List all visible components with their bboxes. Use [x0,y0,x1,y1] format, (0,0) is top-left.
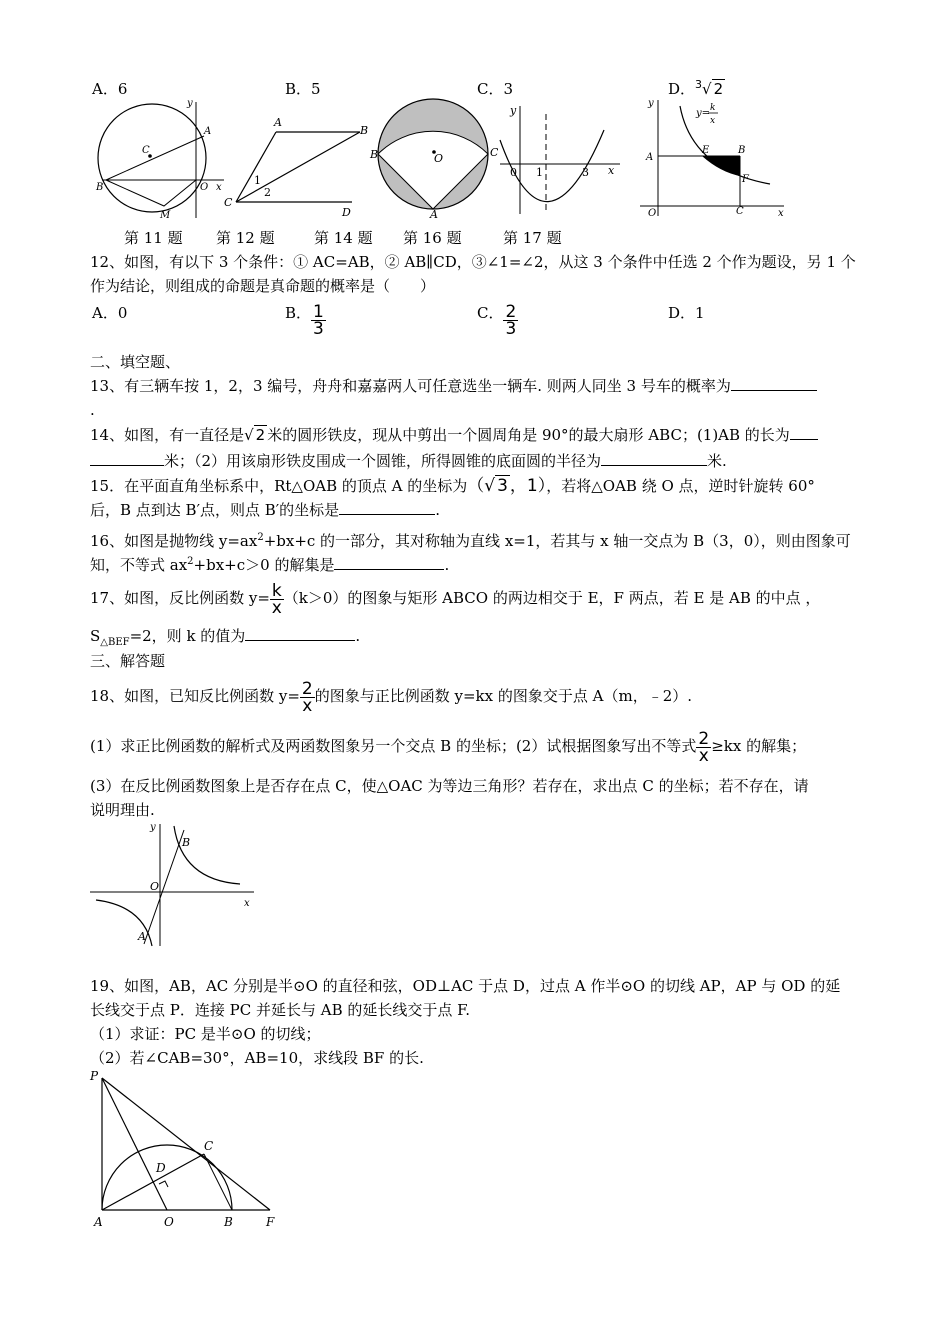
q19-part-1: （1）求证：PC 是半⊙O 的切线； [90,1025,321,1043]
q17-numerator: k [271,580,282,601]
q11-d-coef: 3 [695,78,703,91]
fig19-label-b: B [224,1215,233,1229]
q11-choice-b: B．5 [285,80,321,98]
q14-text-b: 米的圆形铁皮，现从中剪出一个圆周角是 90°的最大扇形 ABC；(1)AB 的长为 [267,426,790,444]
fig19-label-o: O [164,1215,174,1229]
fig16-label-x: x [608,164,615,177]
q15-answer-blank[interactable] [339,500,435,515]
caption-12: 第 12 题 [216,229,275,247]
fig17-label-y: y [648,98,654,109]
caption-14: 第 14 题 [314,229,373,247]
q15-line-1 [90,476,815,496]
q14-sqrt: √ 2 [244,426,266,444]
fig12-label-2: 2 [264,186,271,199]
q12-line-2: 作为结论，则组成的命题是真命题的概率是（ ） [90,277,436,295]
section-3-heading: 三、解答题 [90,652,166,670]
section-2-heading: 二、填空题、 [90,353,181,371]
q18-line-3: (3）在反比例函数图象上是否存在点 C，使△OAC 为等边三角形？若存在，求出点 C 的坐标；若不存在，请 [90,777,809,795]
q16-sup-1: 2 [257,532,264,543]
q16-text-e: . [444,556,450,574]
q12-choice-d: D．1 [668,304,705,322]
q18-p1-fraction [696,728,711,766]
fig17-label-c: C [736,206,744,217]
fig11-label-c: C [142,145,150,156]
fig19-label-f: F [266,1215,275,1229]
q19-part-2: （2）若∠CAB=30°，AB=10，求线段 BF 的长. [90,1049,424,1067]
q14-answer-blank-1b[interactable] [90,451,164,466]
fig12-label-a: A [274,116,282,129]
fig14-label-o: O [434,152,444,165]
fig14-label-b: B [370,148,379,161]
fig12-cb [236,132,360,202]
q11-choice-d-label: D． [668,80,696,98]
q18-line-1 [90,678,692,714]
q18-line-2 [90,728,806,764]
q14-text-a: 14、如图，有一直径是 [90,426,245,444]
q16-text-a: 16、如图是抛物线 y=ax [90,532,258,550]
q14-sqrt-rad: 2 [255,426,266,444]
fig16-label-1: 1 [536,166,543,179]
fig19-po [102,1078,167,1210]
q18-p1-numerator: 2 [698,728,710,749]
q16-sup-2: 2 [187,556,194,567]
fig16-label-3: 3 [582,166,589,179]
q14-line-2 [90,451,727,471]
q16-text-b: +bx+c 的一部分，其对称轴为直线 x=1，若其与 x 轴一交点为 B（3，0），则由图象可 [263,532,851,550]
q17-text-c: S [90,627,101,645]
fig18-label-b: B [182,836,191,849]
q14-line-1 [90,425,818,445]
q17-text-d: =2，则 k 的值为 [129,627,246,645]
fig12-label-1: 1 [254,174,261,187]
q16-line-2 [90,552,449,575]
fig19-cb [204,1154,232,1210]
fig18-label-o: O [150,880,160,893]
figure-18 [88,820,260,950]
q13-answer-blank[interactable] [731,376,817,391]
q18-p1-denominator: x [698,745,709,766]
fig14-label-a: A [430,208,438,220]
figure-14 [368,96,498,220]
fig18-label-y: y [150,822,156,833]
fig17-fn-x: x [710,116,716,126]
q13-line-2: . [90,401,95,419]
q19-line-2: 长线交于点 P．连接 PC 并延长与 AB 的延长线交于点 F. [90,1001,470,1019]
q12-choice-b-label: B． [285,304,312,322]
fig12-label-b: B [360,124,369,137]
q18-p1-text-a: (1）求正比例函数的解析式及两函数图象另一个交点 B 的坐标；(2）试根据图象写出不等式 [90,737,697,755]
q15-coord [467,475,546,496]
q17-text-b: （k＞0）的图象与矩形 ABCO 的两边相交于 E，F 两点，若 E 是 AB 的中点 ， [283,589,821,607]
figure-11 [92,96,227,221]
fig14-label-c: C [490,146,498,159]
figure-12 [222,112,380,220]
fig17-curve [680,106,770,184]
q12-choice-c-label: C． [477,304,504,322]
q11-choice-c: C．3 [477,80,514,98]
q18-p1-text-b: ≥kx 的解集； [711,737,807,755]
figure-17 [640,96,790,220]
q18-numerator: 2 [301,678,313,699]
q18-text-a: 18、如图，已知反比例函数 y= [90,687,300,705]
q16-line-1 [90,528,851,551]
fig17-fn-label: y= [696,108,711,119]
q17-text-e: . [355,627,361,645]
fig17-label-b: B [738,145,746,156]
fig19-label-a: A [94,1215,103,1229]
fig11-label-o: O [200,182,209,193]
fig18-label-x: x [244,898,250,909]
q17-sub: △BEF [100,637,130,648]
q14-answer-blank-2[interactable] [601,451,707,466]
q15-coord-sqrt: √ 3 [484,476,508,496]
fig17-label-e: E [702,145,710,156]
q17-denominator: x [271,597,282,618]
q12-line-1: 12、如图，有以下 3 个条件：① AC=AB，② AB∥CD，③∠1=∠2，从这 3 个条件中任选 2 个作为题设，另 1 个 [90,253,856,271]
q15-coord-rad: 3 [497,476,508,496]
fig19-label-c: C [204,1139,214,1153]
fig19-semicircle [102,1145,232,1210]
fig12-label-d: D [342,206,351,219]
q13-text: 13、有三辆车按 1，2，3 编号，舟舟和嘉嘉两人可任意选坐一辆车. 则两人同坐 3 号车的概率为 [90,377,731,395]
q12-b-denominator: 3 [313,319,324,339]
fig17-label-f: F [742,174,749,185]
q12-choice-a: A．0 [92,304,128,322]
q18-fraction [300,678,315,716]
caption-11: 第 11 题 [124,229,183,247]
fig11-label-y: y [187,98,193,109]
fig11-label-x: x [216,182,222,193]
fig18-branch-q1 [174,826,240,884]
q16-answer-blank[interactable] [334,555,444,570]
q15-coord-open: （ [467,476,485,496]
q15-text-b: ，若将△OAB 绕 O 点，逆时针旋转 60° [546,477,815,495]
fig11-chord-ba [106,136,204,180]
q12-c-denominator: 3 [505,319,517,339]
q11-d-rad: 2 [713,80,724,98]
fig19-pf [102,1078,270,1210]
q18-line-4: 说明理由. [90,801,155,819]
q14-answer-blank-1a[interactable] [790,425,818,440]
q15-text-c: 后，B 点到达 B′点，则点 B′的坐标是 [90,501,340,519]
fig14-sector [378,131,488,209]
fig12-label-c: C [224,196,233,209]
q18-denominator: x [302,695,313,716]
q11-choice-a: A．6 [92,80,128,98]
q15-text-a: 15．在平面直角坐标系中，Rt△OAB 的顶点 A 的坐标为 [90,477,468,495]
q15-line-2 [90,500,440,520]
fig17-fn-k: k [710,103,716,113]
q16-text-d: +bx+c＞0 的解集是 [193,556,335,574]
q16-text-c: 知，不等式 ax [90,556,188,574]
q14-text-c: 米；（2）用该扇形铁皮围成一个圆锥，所得圆锥的底面圆的半径为 [164,452,602,470]
fig16-label-y: y [510,104,517,117]
q12-b-numerator: 1 [313,302,324,322]
q17-line-2 [90,626,360,653]
fig11-label-a: A [204,126,212,137]
q18-text-b: 的图象与正比例函数 y=kx 的图象交于点 A（m，﹣2）. [314,687,692,705]
q15-coord-close: ，1） [509,476,547,496]
q11-choice-d-value: $^3$√ 2 [695,78,724,98]
q15-text-d: . [435,501,440,519]
q12-choice-b-fraction [311,304,326,337]
q12-choice-c [477,302,518,337]
q19-line-1: 19、如图，AB，AC 分别是半⊙O 的直径和弦，OD⊥AC 于点 D，过点 A 作半⊙O 的切线 AP，AP 与 OD 的延 [90,977,841,995]
figure-19 [84,1066,284,1236]
fig17-label-x: x [778,208,784,219]
fig11-circle [98,104,209,212]
caption-17: 第 17 题 [503,229,562,247]
q17-answer-blank[interactable] [245,626,355,641]
q12-c-numerator: 2 [505,302,517,322]
fig18-label-a: A [138,930,146,943]
q12-choice-c-fraction [503,304,518,337]
fig19-label-p: P [90,1069,99,1083]
q13-line-1 [90,376,817,396]
q17-text-a: 17、如图，反比例函数 y= [90,589,270,607]
fig16-label-0: 0 [510,166,517,179]
q17-fraction [270,580,284,618]
caption-16: 第 16 题 [403,229,462,247]
q14-text-d: 米. [707,452,727,470]
fig17-label-o: O [648,208,657,219]
q17-line-1 [90,580,820,616]
figure-16 [494,100,626,218]
q12-choice-b [285,302,326,337]
fig11-label-b: B [96,182,104,193]
fig11-label-m: M [160,210,171,221]
fig19-right-angle [159,1181,168,1187]
fig17-label-a: A [646,152,654,163]
fig19-label-d: D [156,1161,166,1175]
